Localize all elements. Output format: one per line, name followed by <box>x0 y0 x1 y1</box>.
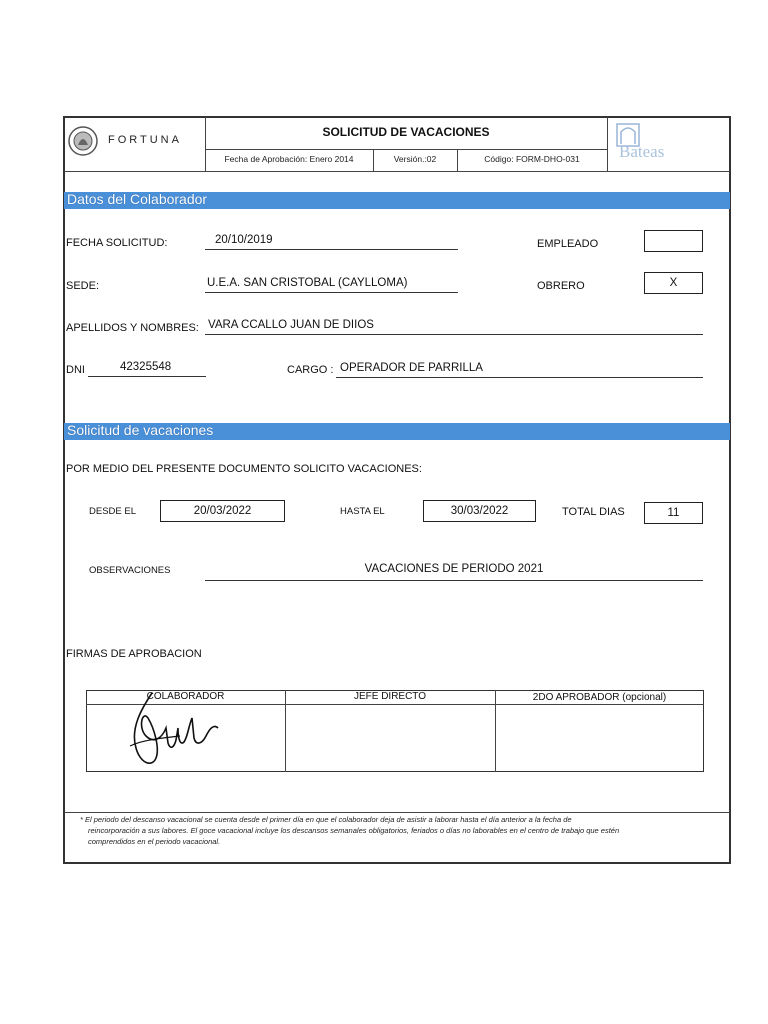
obrero-checkbox[interactable]: X <box>644 272 703 294</box>
empleado-checkbox[interactable] <box>644 230 703 252</box>
footnote <box>80 814 720 847</box>
nombres-value: VARA CCALLO JUAN DE DIIOS <box>208 319 374 331</box>
total-label: TOTAL DIAS <box>562 506 625 518</box>
empleado-label: EMPLEADO <box>537 238 599 250</box>
bateas-logo <box>609 120 727 168</box>
firmas-label: FIRMAS DE APROBACION <box>66 648 202 660</box>
hasta-field[interactable]: 30/03/2022 <box>423 500 536 522</box>
dni-label: DNI <box>66 364 85 376</box>
header-bottomline <box>64 171 730 172</box>
total-field[interactable]: 11 <box>644 502 703 524</box>
section-solicitud-heading: Solicitud de vacaciones <box>67 422 214 438</box>
form-title: SOLICITUD DE VACACIONES <box>322 125 490 139</box>
signature-divider-1 <box>285 690 286 772</box>
version: Versión.:02 <box>393 154 437 164</box>
obs-value: VACACIONES DE PERIODO 2021 <box>364 563 544 575</box>
sede-label: SEDE: <box>66 280 100 292</box>
footnote-line-3: comprendidos en el periodo vacacional. <box>88 837 221 846</box>
header-divider-right <box>607 117 608 172</box>
fortuna-logo <box>66 125 206 157</box>
obs-label: OBSERVACIONES <box>89 565 171 576</box>
header-midline <box>205 149 607 150</box>
dni-value: 42325548 <box>120 361 172 373</box>
footnote-line <box>64 812 730 813</box>
bateas-wordmark: Bateas <box>619 142 665 161</box>
nombres-field <box>205 319 703 335</box>
section-colaborador-heading: Datos del Colaborador <box>67 191 208 207</box>
cargo-value: OPERADOR DE PARRILLA <box>340 362 483 374</box>
form-code: Código: FORM-DHO-031 <box>484 154 580 164</box>
footnote-line-2: reincorporación a sus labores. El goce vacacional incluye los descansos semanales obligatorios, feriados o días no laborables en el centro de trabajo que estén <box>88 826 620 835</box>
fortuna-emblem-icon <box>66 125 100 157</box>
desde-field[interactable]: 20/03/2022 <box>160 500 285 522</box>
cargo-field <box>336 362 703 378</box>
approval-date: Fecha de Aprobación: Enero 2014 <box>224 154 354 164</box>
cargo-label: CARGO : <box>287 364 334 376</box>
hasta-label: HASTA EL <box>340 506 385 517</box>
footnote-line-1: * El periodo del descanso vacacional se cuenta desde el primer día en que el colaborador deja de asistir a laborar hasta el día anterior a la fecha de <box>80 815 572 824</box>
segundo-aprobador-header: 2DO APROBADOR (opcional) <box>532 692 667 703</box>
fecha-label: FECHA SOLICITUD: <box>66 237 168 249</box>
intro-text: POR MEDIO DEL PRESENTE DOCUMENTO SOLICITO VACACIONES: <box>66 463 422 475</box>
sede-value: U.E.A. SAN CRISTOBAL (CAYLLOMA) <box>207 277 408 289</box>
desde-label: DESDE EL <box>89 506 136 517</box>
jefe-directo-header: JEFE DIRECTO <box>353 691 427 702</box>
fecha-value: 20/10/2019 <box>215 234 273 246</box>
dni-field <box>88 361 206 377</box>
obs-field <box>205 562 703 581</box>
sede-field <box>205 277 458 293</box>
obrero-label: OBRERO <box>537 280 585 292</box>
fortuna-wordmark: FORTUNA <box>108 134 182 146</box>
colaborador-signature <box>122 688 222 778</box>
nombres-label: APELLIDOS Y NOMBRES: <box>66 322 199 334</box>
colaborador-header: COLABORADOR <box>146 691 225 702</box>
fecha-field <box>205 234 458 250</box>
